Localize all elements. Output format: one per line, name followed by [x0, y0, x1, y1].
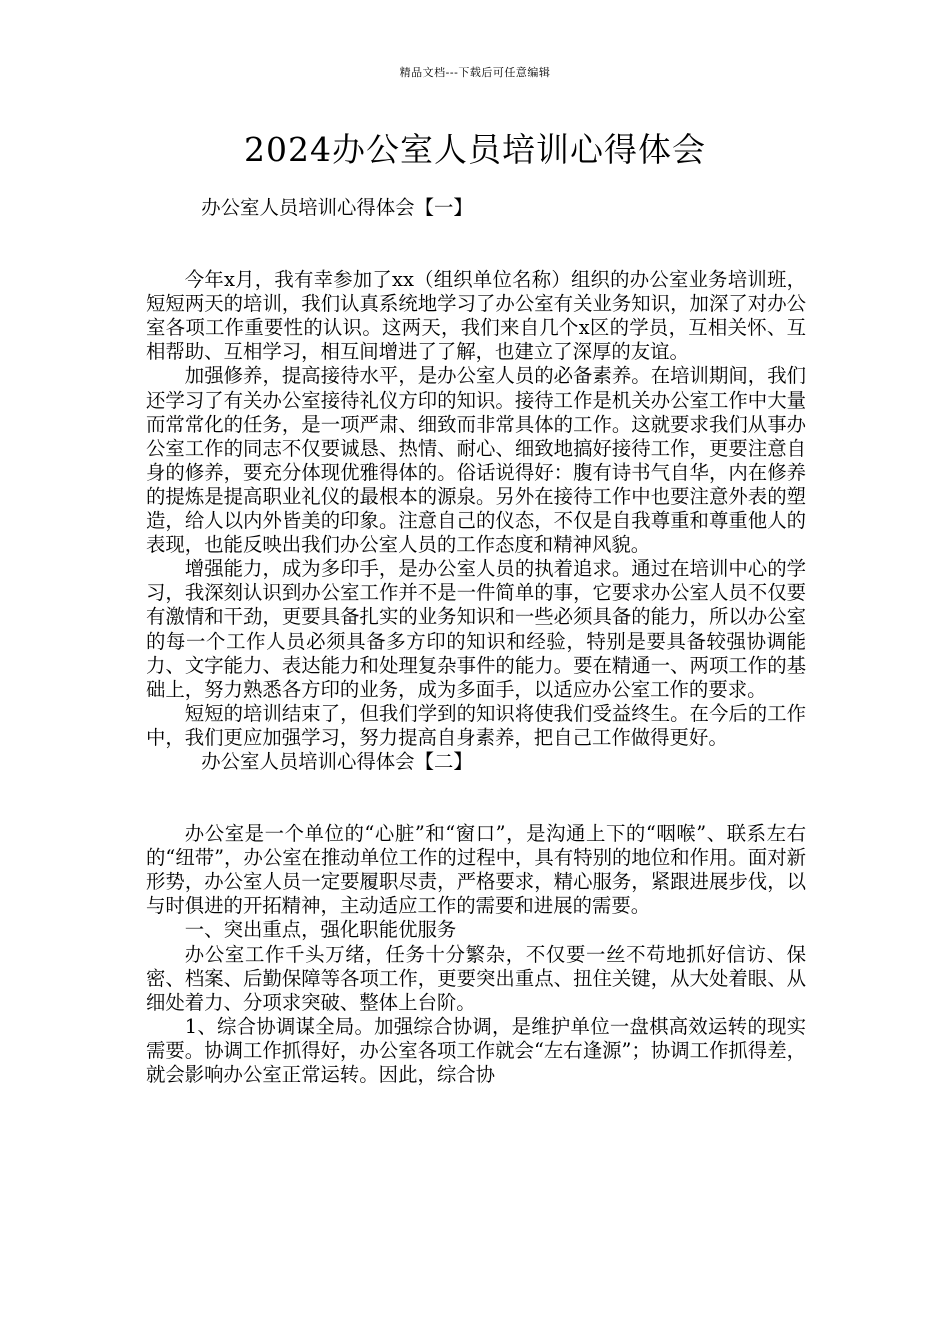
- document-title: 2024办公室人员培训心得体会: [244, 130, 706, 169]
- paragraph: 办公室是一个单位的“心脏”和“窗口”，是沟通上下的“咽喉”、联系左右的“纽带”，办公室在推动单位工作的过程中，具有特别的地位和作用。面对新形势，办公室人员一定要履职尽责，严格要求，精心服务，紧跟进展步伐，以与时俱进的开拓精神，主动适应工作的需要和进展的需要。: [146, 822, 806, 918]
- paragraph: 1、综合协调谋全局。加强综合协调，是维护单位一盘棋高效运转的现实需要。协调工作抓得好，办公室各项工作就会“左右逢源”；协调工作抓得差，就会影响办公室正常运转。因此，综合协: [146, 1014, 806, 1086]
- section-heading-2: 办公室人员培训心得体会【二】: [201, 749, 473, 773]
- paragraph: 办公室工作千头万绪，任务十分繁杂，不仅要一丝不苟地抓好信访、保密、档案、后勤保障等各项工作，更要突出重点、扭住关键，从大处着眼、从细处着力、分项求突破、整体上台阶。: [146, 942, 806, 1014]
- paragraph: 加强修养，提高接待水平，是办公室人员的必备素养。在培训期间，我们还学习了有关办公室接待礼仪方印的知识。接待工作是机关办公室工作中大量而常常化的任务，是一项严肃、细致而非常具体的工作。这就要求我们从事办公室工作的同志不仅要诚恳、热情、耐心、细致地搞好接待工作，更要注意自身的修养，要充分体现优雅得体的。俗话说得好：腹有诗书气自华，内在修养的提炼是提高职业礼仪的最根本的源泉。另外在接待工作中也要注意外表的塑造，给人以内外皆美的印象。注意自己的仪态，不仅是自我尊重和尊重他人的表现，也能反映出我们办公室人员的工作态度和精神风貌。: [146, 364, 806, 557]
- paragraph: 今年x月，我有幸参加了xx（组织单位名称）组织的办公室业务培训班，短短两天的培训，我们认真系统地学习了办公室有关业务知识，加深了对办公室各项工作重要性的认识。这两天，我们来自几个x区的学员，互相关怀、互相帮助、互相学习，相互间增进了了解，也建立了深厚的友谊。: [146, 268, 806, 364]
- header-note: 精品文档---下载后可任意编辑: [399, 66, 551, 79]
- paragraph: 增强能力，成为多印手，是办公室人员的执着追求。通过在培训中心的学习，我深刻认识到办公室工作并不是一件简单的事，它要求办公室人员不仅要有激情和干劲，更要具备扎实的业务知识和一些必须具备的能力，所以办公室的每一个工作人员必须具备多方印的知识和经验，特别是要具备较强协调能力、文字能力、表达能力和处理复杂事件的能力。要在精通一、两项工作的基础上，努力熟悉各方印的业务，成为多面手，以适应办公室工作的要求。: [146, 557, 806, 701]
- section-heading-1: 办公室人员培训心得体会【一】: [201, 196, 473, 219]
- document-body: [146, 196, 806, 1087]
- paragraph: 短短的培训结束了，但我们学到的知识将使我们受益终生。在今后的工作中，我们更应加强学习，努力提高自身素养，把自己工作做得更好。: [146, 701, 806, 749]
- subheading: 一、突出重点，强化职能优服务: [184, 918, 457, 942]
